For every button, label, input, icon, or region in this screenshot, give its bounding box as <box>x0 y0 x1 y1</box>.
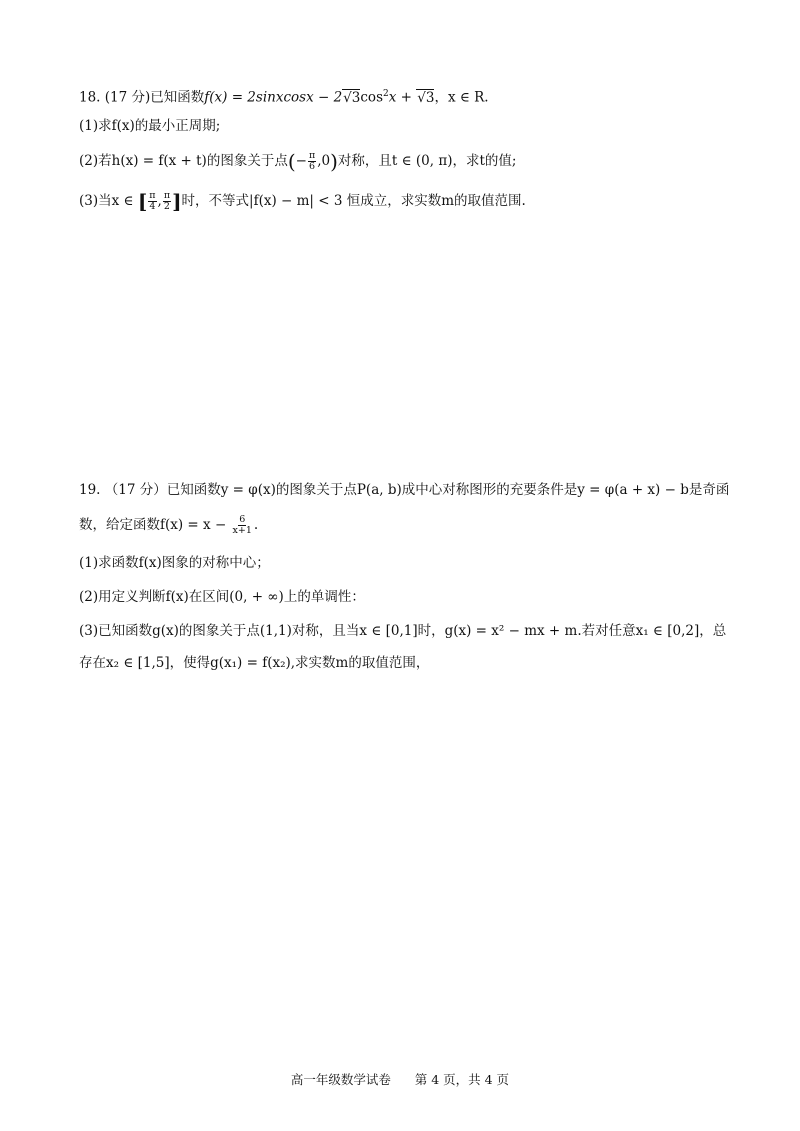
q19-part2: (2)用定义判断f(x)在区间(0, + ∞)上的单调性： <box>79 589 365 605</box>
q18-prefix: 18. (17 分)已知函数 <box>79 89 205 106</box>
q18-part3-b: 时，不等式|f(x) − m| < 3 恒成立，求实数m的取值范围. <box>181 193 526 209</box>
q18-header: 18. (17 分)已知函数f(x) = 2sinxcosx − $2√3\cos^2x + √3$，x ∈ R. <box>79 89 489 106</box>
fraction-pi-4: $\frac{\pi}{4}$ <box>149 190 156 212</box>
q18-part1: (1)求f(x)的最小正周期; <box>79 118 221 134</box>
q18-part2-b: 对称，且t ∈ (0, π)，求t的值; <box>337 153 517 169</box>
fraction-6-x1: $\frac{6}{x+1}$ <box>232 514 252 536</box>
q19-part3-line2: 存在x₂ ∈ [1,5]，使得g(x₁) = f(x₂),求实数m的取值范围， <box>79 655 430 671</box>
q19-given-a: 数，给定函数f(x) = x − <box>79 517 231 533</box>
q19-given-b: . <box>253 517 259 533</box>
q18-cos: cos <box>360 89 383 106</box>
q19-part1: (1)求函数f(x)图象的对称中心； <box>79 555 270 571</box>
q18-func-tail: x + <box>388 89 417 106</box>
fraction-pi-2: $\frac{\pi}{2}$ <box>163 190 171 212</box>
sqrt-3b: √3 <box>417 89 435 106</box>
page-footer: 高一年级数学试卷 第 4 页，共 4 页 <box>290 1072 510 1087</box>
q18-part3-a: (3)当x ∈ <box>79 193 138 209</box>
q18-part2-a: (2)若h(x) = f(x + t)的图象关于点 <box>79 153 288 169</box>
q18-part3: (3)当x ∈ [ $\frac{\pi}{4}$ , $\frac{\pi}{2}$ ]时，不等式|f(x) − m| < 3 恒成立，求实数m的取值范围. <box>79 189 526 214</box>
q19-given <box>79 515 258 536</box>
q18-domain: ，x ∈ R. <box>434 89 489 106</box>
sqrt-3: √3 <box>343 89 361 106</box>
q19-part3-line1: (3)已知函数g(x)的图象关于点(1,1)对称，且当x ∈ [0,1]时，g(x) = x² − mx + m.若对任意x₁ ∈ [0,2]，总 <box>79 623 727 639</box>
q18-part2: (2)若h(x) = f(x + t)的图象关于点(− $\frac{\pi}{6}$ ,0)对称，且t ∈ (0, π)，求t的值; <box>79 149 517 174</box>
q19-header: 19. （17 分）已知函数y = φ(x)的图象关于点P(a, b)成中心对称图形的充要条件是y = φ(a + x) − b是奇函 <box>79 482 730 498</box>
fraction-pi-6: $\frac{\pi}{6}$ <box>308 150 316 172</box>
q18-func: f(x) = 2sinxcosx − 2 <box>204 89 343 106</box>
